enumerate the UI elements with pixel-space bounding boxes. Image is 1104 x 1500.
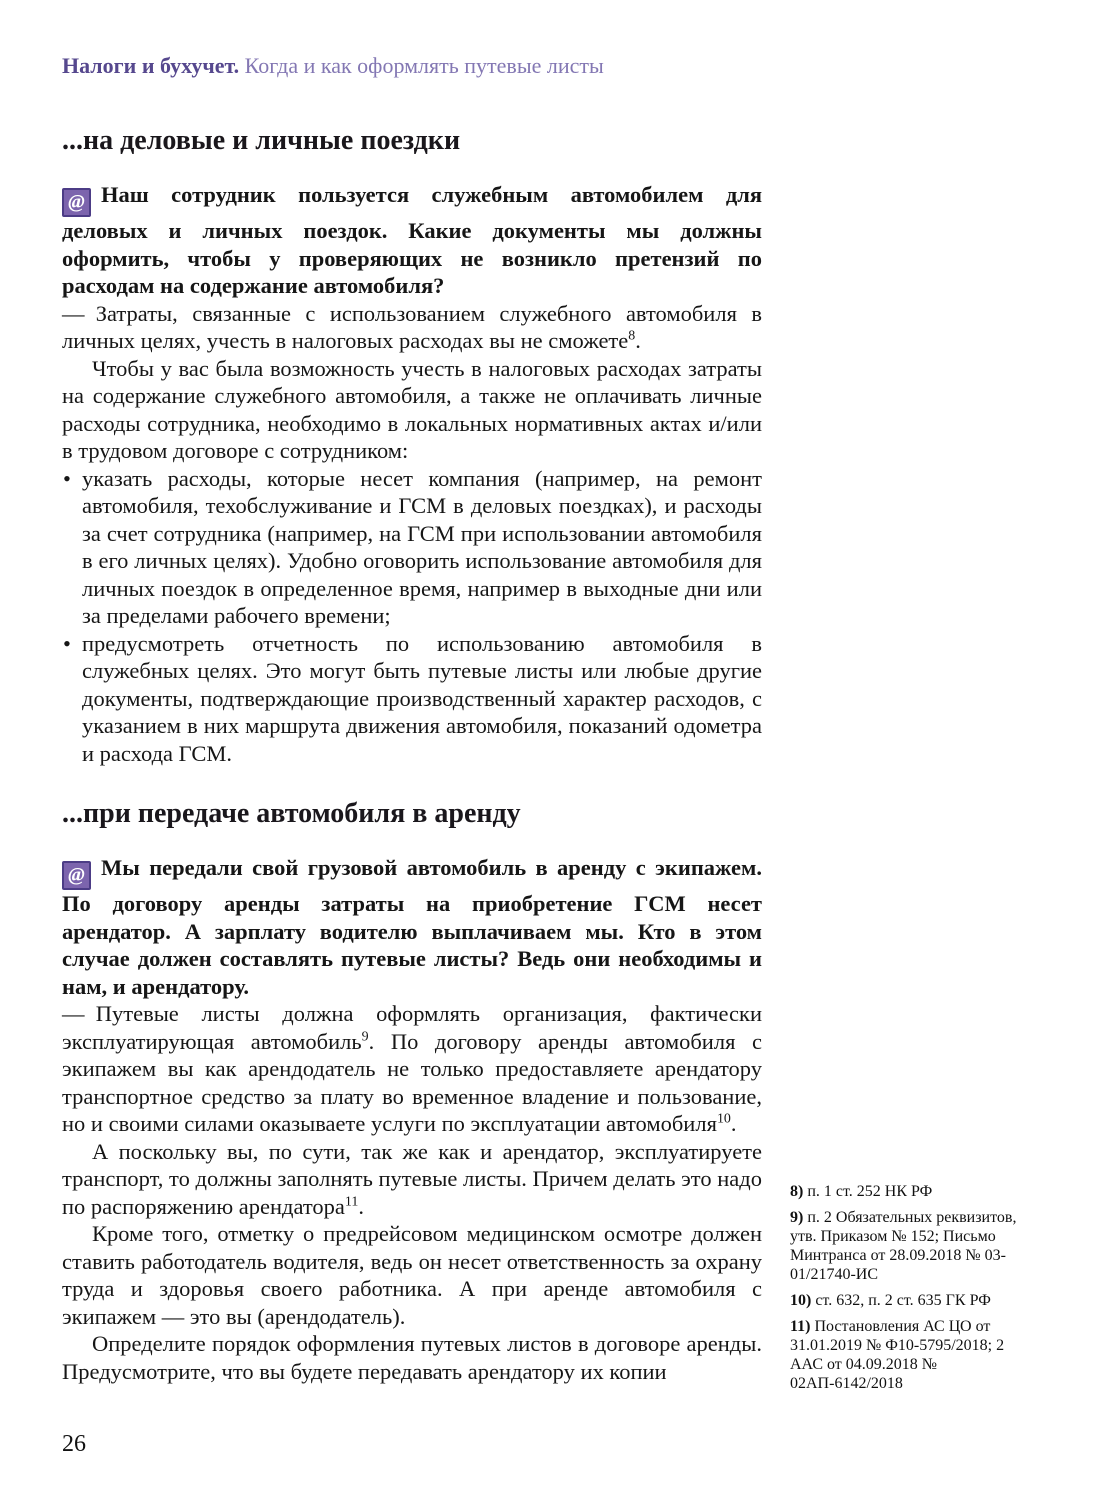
footnote-text: п. 2 Обязательных реквизитов, утв. Приказом № 152; Письмо Минтранса от 28.09.2018 № 03-01/21740-ИС — [790, 1209, 1017, 1283]
answer-text: . По договору аренды автомобиля с экипажем вы как арендодатель не только предоставляете арендатору транспортное средство за плату во временное владение и пользование, но и своими силами оказываете услуги по эксплуатации автомобиля — [62, 1028, 762, 1136]
footnote-text: Постановления АС ЦО от 31.01.2019 № Ф10-5795/2018; 2 ААС от 04.09.2018 № 02АП-6142/2018 — [790, 1318, 1005, 1392]
paragraph-text-end: . — [358, 1193, 364, 1219]
footnote-ref-8: 8 — [628, 328, 636, 344]
bullet-item: • предусмотреть отчетность по использованию автомобиля в служебных целях. Это могут быть путевые листы или любые другие документы, подтверждающие производственный характер расходов, с указанием в них маршрута движения автомобиля, показаний одометра и расхода ГСМ. — [62, 630, 762, 768]
footnote — [790, 1208, 1022, 1284]
answer-text-end: . — [635, 328, 641, 353]
question-paragraph-2 — [62, 854, 762, 1000]
body-paragraph: Кроме того, отметку о предрейсовом медицинском осмотре должен ставить работодатель водителя, ведь он несет ответственность за охрану труда и здоровья своего работника. А при аренде автомобиля с экипажем — это вы (арендодатель). — [62, 1221, 762, 1329]
footnote-ref-9: 9 — [361, 1029, 369, 1044]
article-title: Когда и как оформлять путевые листы — [244, 53, 604, 78]
running-head — [62, 52, 962, 80]
footnote-marker: 11) — [790, 1318, 811, 1335]
footnote-ref-10: 10 — [716, 1111, 731, 1127]
question-text-1: Наш сотрудник пользуется служебным автомобилем для деловых и личных поездок. Какие документы мы должны оформить, чтобы у проверяющих не возникло претензий по расходам на содержание автомобиля? — [62, 182, 762, 298]
section-heading-business-personal-trips: ...на деловые и личные поездки — [62, 125, 461, 156]
body-paragraph: Определите порядок оформления путевых листов в договоре аренды. Предусмотрите, что вы будете передавать арендатору их копии — [62, 1331, 762, 1384]
footnote — [790, 1291, 1022, 1310]
answer-text: — Путевые листы должна оформлять организация, фактически эксплуатирующая автомобиль — [62, 1001, 762, 1054]
answer-text-end: . — [730, 1111, 737, 1136]
rubric-title: Налоги и бухучет. — [62, 53, 240, 78]
question-text-2: Мы передали свой грузовой автомобиль в аренду с экипажем. По договору аренды затраты на приобретение ГСМ несет арендатор. А зарплату водителю выплачиваем мы. Кто в этом случае должен составлять путевые листы? Ведь они необходимы и нам, и арендатору. — [62, 855, 762, 999]
bullet-list — [62, 465, 762, 768]
reader-question-icon: @ — [62, 188, 91, 217]
answer-paragraph-1 — [62, 300, 762, 355]
footnote-ref-11: 11 — [344, 1194, 359, 1209]
answer-text: — Затраты, связанные с использованием служебного автомобиля в личных целях, учесть в налоговых расходах вы не сможете — [62, 300, 762, 353]
footnote-marker: 8) — [790, 1183, 804, 1200]
paragraph-text: А поскольку вы, по сути, так же как и арендатор, эксплуатируете транспорт, то должны заполнять путевые листы. Причем делать это надо по распоряжению арендатора — [62, 1138, 762, 1219]
article-body — [62, 124, 762, 1385]
footnote — [790, 1317, 1022, 1393]
body-paragraph — [62, 1138, 762, 1221]
footnote-marker: 9) — [790, 1209, 804, 1226]
answer-paragraph-2 — [62, 1000, 762, 1138]
footnote-text: п. 1 ст. 252 НК РФ — [807, 1183, 933, 1200]
section-heading-car-lease: ...при передаче автомобиля в аренду — [62, 798, 521, 829]
footnote-marker: 10) — [790, 1292, 812, 1309]
footnote-text: ст. 632, п. 2 ст. 635 ГК РФ — [815, 1292, 991, 1309]
bullet-item: • указать расходы, которые несет компания (например, на ремонт автомобиля, техобслуживание и ГСМ в деловых поездках), и расходы за счет сотрудника (например, на ГСМ при использовании автомобиля в его личных целях). Удобно оговорить использование автомобиля для личных поездок в определенное время, например в выходные дни или за пределами рабочего времени; — [62, 465, 762, 630]
body-paragraph: Чтобы у вас была возможность учесть в налоговых расходах затраты на содержание служебного автомобиля, а также не оплачивать личные расходы сотрудника, необходимо в локальных нормативных актах и/или в трудовом договоре с сотрудником: — [62, 355, 762, 463]
footnote — [790, 1182, 1022, 1201]
reader-question-icon: @ — [62, 861, 91, 890]
page-number: 26 — [62, 1431, 86, 1457]
question-paragraph-1 — [62, 181, 762, 300]
footnotes-sidebar — [790, 1182, 1022, 1400]
